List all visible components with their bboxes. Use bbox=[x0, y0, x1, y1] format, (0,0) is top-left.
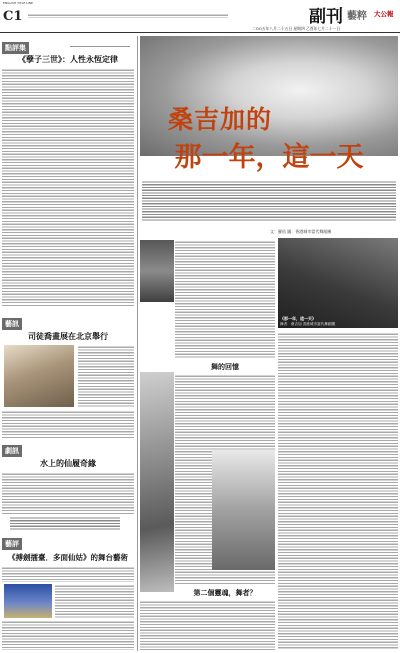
exhibition-photo bbox=[4, 345, 74, 407]
column2-body bbox=[2, 410, 134, 438]
dance-photo-3 bbox=[140, 372, 174, 592]
dance-photo-4 bbox=[212, 450, 275, 570]
section-subtitle: 藝粹 bbox=[347, 11, 367, 22]
column4-body-top bbox=[2, 566, 134, 582]
dance-photo-2 bbox=[278, 238, 398, 328]
header-info-strip bbox=[28, 13, 228, 18]
column4-body bbox=[2, 620, 134, 650]
photo-caption-1: 《那一年，這一天》 bbox=[280, 316, 316, 321]
stage-photo bbox=[4, 584, 52, 618]
column2-label: 藝訊 bbox=[2, 318, 22, 330]
intro-paragraph bbox=[142, 180, 396, 222]
column2-title: 司徒喬畫展在北京舉行 bbox=[28, 332, 108, 341]
column3-label: 劇訊 bbox=[2, 445, 22, 457]
masthead bbox=[0, 0, 400, 40]
dance-photo-1 bbox=[140, 240, 174, 302]
column3-title: 水上的仙履奇緣 bbox=[40, 459, 96, 468]
body-col-a bbox=[175, 240, 275, 358]
subhead-2: 第二個靈魂，舞者？ bbox=[193, 589, 257, 597]
column1-label: 點評集 bbox=[2, 42, 29, 54]
photo-caption-2: 舞者：桑吉加 香港城市當代舞蹈團 bbox=[280, 322, 336, 326]
headline-line1: 桑吉加的 bbox=[168, 105, 273, 134]
column3-info-box bbox=[10, 516, 120, 530]
section-title: 副刊 bbox=[309, 7, 343, 27]
column3-body bbox=[2, 472, 134, 514]
byline: 文：羅依 圖：香港城市當代舞蹈團 bbox=[270, 229, 332, 234]
column4-label: 藝評 bbox=[2, 538, 22, 550]
subhead-1: 舞的回憶 bbox=[211, 363, 239, 371]
headline-line2: 那一年，這一天 bbox=[174, 142, 364, 173]
column2-body-right bbox=[78, 345, 134, 407]
date-line: 二OO五年八月二十五日 星期四 乙酉年七月二十一日 bbox=[252, 26, 341, 31]
column1-body bbox=[2, 68, 134, 306]
paper-name: 大公報 bbox=[374, 10, 394, 18]
page-number: C1 bbox=[3, 9, 23, 24]
masthead-rule bbox=[0, 32, 400, 33]
column1-title: 《孽子三世》：人性永恆定律 bbox=[18, 55, 118, 64]
body-col-b bbox=[278, 332, 398, 650]
body-col-a3 bbox=[140, 600, 275, 650]
column4-title: 《搏劍擂臺．多面仙姑》的舞台藝術 bbox=[8, 553, 128, 562]
column-divider bbox=[137, 36, 138, 651]
column1-byline-rule bbox=[70, 46, 130, 47]
header-tiny-text: ENGLISH TITLE LINE bbox=[3, 1, 33, 5]
column4-body-right bbox=[55, 584, 134, 618]
